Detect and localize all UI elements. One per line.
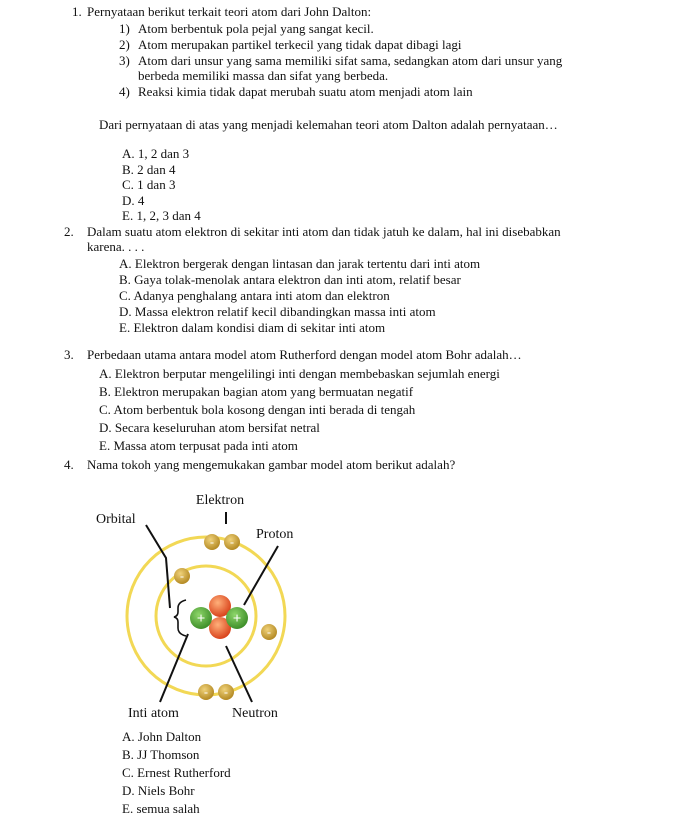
q3-option-a[interactable]: A. Elektron berputar mengelilingi inti dengan membebaskan sejumlah energi bbox=[99, 366, 500, 381]
q2-number: 2. bbox=[64, 224, 74, 239]
svg-text:+: + bbox=[196, 611, 206, 627]
electron-particle bbox=[218, 684, 234, 700]
q1-statement: Reaksi kimia tidak dapat merubah suatu atom menjadi atom lain bbox=[138, 84, 473, 99]
q1-statement: Atom berbentuk pola pejal yang sangat kecil. bbox=[138, 21, 374, 36]
q4-stem: Nama tokoh yang mengemukakan gambar model atom berikut adalah? bbox=[87, 457, 456, 472]
q3-option-e[interactable]: E. Massa atom terpusat pada inti atom bbox=[99, 438, 298, 453]
svg-text:-: - bbox=[267, 625, 271, 639]
q1-option-e[interactable]: E. 1, 2, 3 dan 4 bbox=[122, 208, 201, 223]
q2-option-e[interactable]: E. Elektron dalam kondisi diam di sekitar inti atom bbox=[119, 320, 386, 335]
label-neutron: Neutron bbox=[232, 706, 278, 721]
q4-number: 4. bbox=[64, 457, 74, 472]
q1-statement-num: 4) bbox=[119, 84, 130, 99]
svg-text:-: - bbox=[230, 535, 234, 549]
q1-statement: Atom dari unsur yang sama memiliki sifat sama, sedangkan atom dari unsur yang bbox=[138, 53, 563, 68]
electron-particle bbox=[204, 534, 220, 550]
q1-statement-num: 3) bbox=[119, 53, 130, 68]
svg-text:-: - bbox=[180, 569, 184, 583]
q3-option-c[interactable]: C. Atom berbentuk bola kosong dengan inti berada di tengah bbox=[99, 402, 416, 417]
q1-question: Dari pernyataan di atas yang menjadi kelemahan teori atom Dalton adalah pernyataan… bbox=[99, 117, 558, 132]
q1-statement-num: 1) bbox=[119, 21, 130, 36]
q1-option-c[interactable]: C. 1 dan 3 bbox=[122, 177, 176, 192]
label-orbital: Orbital bbox=[96, 512, 136, 527]
q3-number: 3. bbox=[64, 347, 74, 362]
atom-model-diagram bbox=[80, 488, 320, 724]
svg-text:-: - bbox=[204, 685, 208, 699]
electron-particle bbox=[174, 568, 190, 584]
q2-option-d[interactable]: D. Massa elektron relatif kecil dibandingkan massa inti atom bbox=[119, 304, 436, 319]
q1-option-d[interactable]: D. 4 bbox=[122, 193, 145, 208]
neutron-particle bbox=[226, 607, 248, 629]
q4-option-e[interactable]: E. semua salah bbox=[122, 801, 200, 816]
q2-option-c[interactable]: C. Adanya penghalang antara inti atom dan elektron bbox=[119, 288, 390, 303]
nucleus-brace bbox=[174, 600, 186, 636]
q2-option-b[interactable]: B. Gaya tolak-menolak antara elektron dan inti atom, relatif besar bbox=[119, 272, 461, 287]
q3-option-b[interactable]: B. Elektron merupakan bagian atom yang bermuatan negatif bbox=[99, 384, 414, 399]
q3-stem: Perbedaan utama antara model atom Rutherford dengan model atom Bohr adalah… bbox=[87, 347, 522, 362]
q1-statement: Atom merupakan partikel terkecil yang tidak dapat dibagi lagi bbox=[138, 37, 462, 52]
q4-option-c[interactable]: C. Ernest Rutherford bbox=[122, 765, 231, 780]
orbital-pointer-line bbox=[146, 525, 170, 608]
q1-stem: Pernyataan berikut terkait teori atom dari John Dalton: bbox=[87, 4, 372, 19]
electron-particle bbox=[198, 684, 214, 700]
svg-text:+: + bbox=[232, 611, 242, 627]
label-nucleus: Inti atom bbox=[128, 706, 179, 721]
q1-statement-num: 2) bbox=[119, 37, 130, 52]
q1-statement-cont: berbeda memiliki massa dan sifat yang berbeda. bbox=[138, 68, 389, 83]
svg-text:-: - bbox=[210, 535, 214, 549]
neutron-particle bbox=[190, 607, 212, 629]
electron-particle bbox=[224, 534, 240, 550]
label-proton: Proton bbox=[256, 527, 294, 542]
q4-option-b[interactable]: B. JJ Thomson bbox=[122, 747, 200, 762]
q3-option-d[interactable]: D. Secara keseluruhan atom bersifat netral bbox=[99, 420, 320, 435]
q1-option-a[interactable]: A. 1, 2 dan 3 bbox=[122, 146, 190, 161]
q1-number: 1. bbox=[72, 4, 82, 19]
svg-text:-: - bbox=[224, 685, 228, 699]
q2-stem: Dalam suatu atom elektron di sekitar inti atom dan tidak jatuh ke dalam, hal ini disebabkan bbox=[87, 224, 561, 239]
q2-stem-cont: karena. . . . bbox=[87, 239, 145, 254]
q4-option-a[interactable]: A. John Dalton bbox=[122, 729, 202, 744]
q1-option-b[interactable]: B. 2 dan 4 bbox=[122, 162, 176, 177]
q4-option-d[interactable]: D. Niels Bohr bbox=[122, 783, 195, 798]
q2-option-a[interactable]: A. Elektron bergerak dengan lintasan dan jarak tertentu dari inti atom bbox=[119, 256, 481, 271]
label-electron: Elektron bbox=[195, 493, 245, 508]
electron-particle bbox=[261, 624, 277, 640]
